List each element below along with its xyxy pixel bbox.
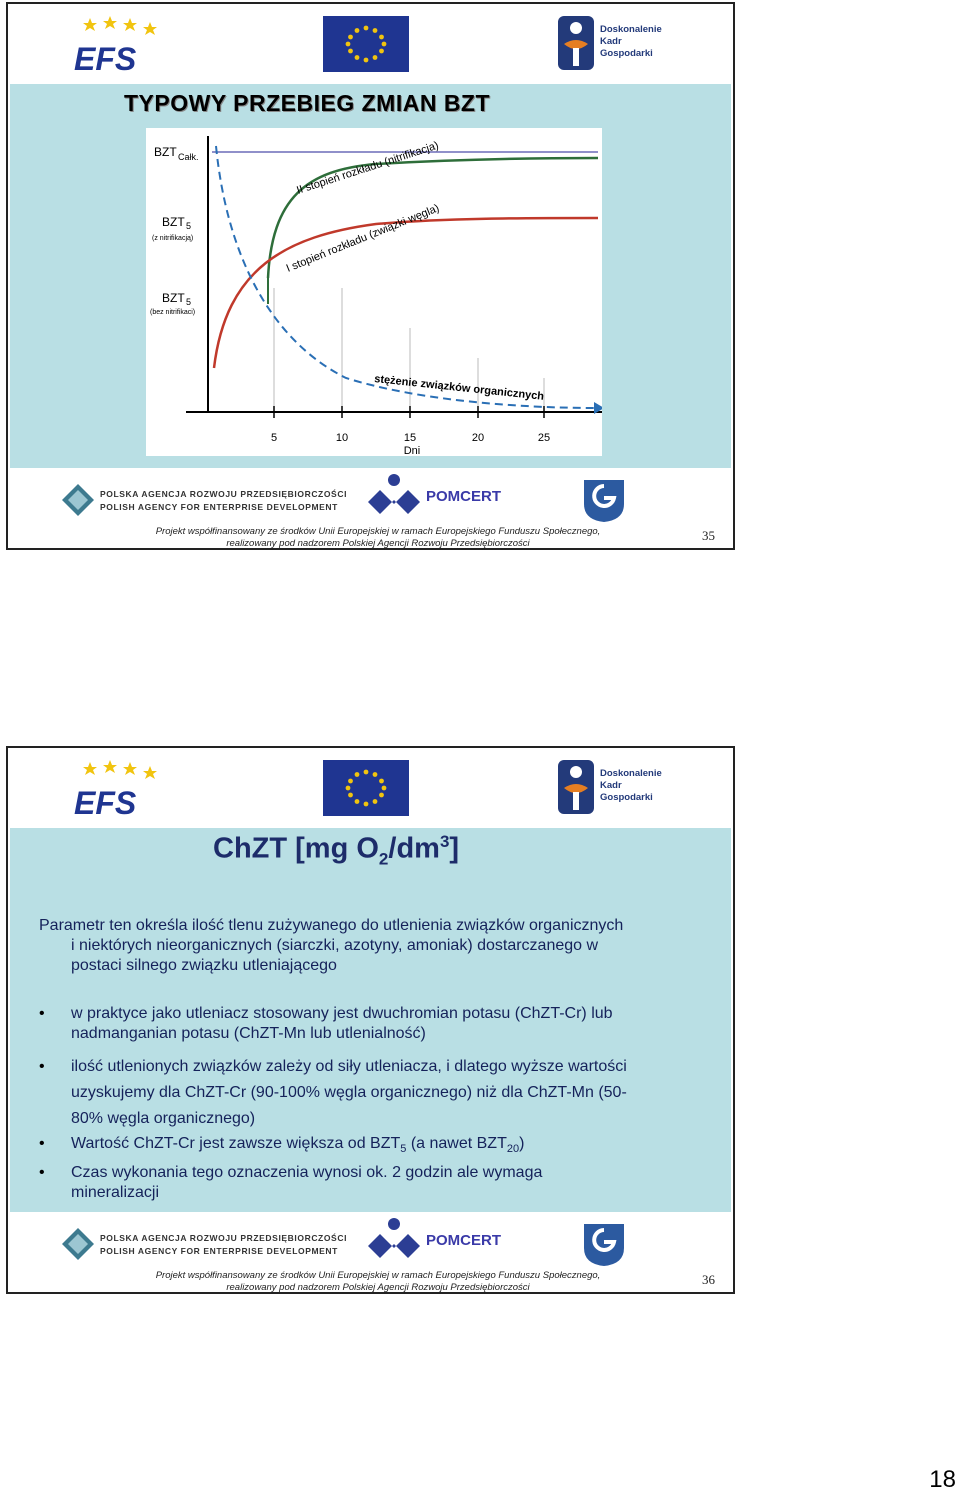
- y-label-low-note: (bez nitrifikaci): [150, 309, 196, 316]
- dkg-line-3: Gospodarki: [600, 48, 653, 59]
- bullet-item: [39, 1163, 729, 1203]
- footer: [8, 1212, 733, 1292]
- x-axis-label: Dni: [403, 445, 421, 456]
- parp-emblem-icon: [60, 482, 96, 518]
- header-logos: [8, 748, 733, 828]
- bullet-item: [39, 1004, 729, 1044]
- header-logos: [8, 4, 733, 84]
- title-sub: 2: [378, 849, 389, 869]
- dkg-logo: [556, 14, 706, 74]
- bullet-line: • w praktyce jako utleniacz stosowany jest dwuchromian potasu (ChZT-Cr) lub: [71, 1005, 613, 1022]
- bullet-line: uzyskujemy dla ChZT-Cr (90-100% węgla organicznego) niż dla ChZT-Mn (50-: [71, 1084, 627, 1101]
- slide-number: 36: [702, 1272, 715, 1287]
- title-main: ChZT [mg O: [213, 832, 379, 865]
- parp-line-2: POLISH AGENCY FOR ENTERPRISE DEVELOPMENT: [100, 1246, 338, 1256]
- bullet-text: Wartość ChZT-Cr jest zawsze większa od BZT: [71, 1135, 401, 1152]
- dkg-line-1: Doskonalenie: [600, 768, 662, 779]
- funding-note: [88, 1270, 668, 1294]
- x-tick-label: 25: [537, 432, 551, 444]
- dkg-line-2: Kadr: [600, 780, 622, 791]
- crest-icon: [580, 1220, 628, 1268]
- page-number: 18: [929, 1466, 956, 1493]
- label-decay-curve: stężenie związków organicznych: [373, 373, 545, 403]
- title-end: ]: [449, 832, 460, 865]
- title-sup: 3: [439, 832, 450, 851]
- dkg-logo: [556, 758, 706, 818]
- bullet-sub: 5: [400, 1143, 407, 1156]
- bullet-text: ): [519, 1135, 525, 1152]
- efs-logo: [70, 758, 170, 820]
- y-label-low-sub: 5: [186, 297, 192, 307]
- dkg-line-1: Doskonalenie: [600, 24, 662, 35]
- title-mid: /dm: [388, 832, 440, 865]
- dkg-emblem-icon: [556, 758, 596, 816]
- parp-line-1: POLSKA AGENCJA ROZWOJU PRZEDSIĘBIORCZOŚCI: [100, 489, 348, 499]
- curve-carbon: [214, 218, 598, 368]
- x-tick-label: 20: [471, 432, 485, 444]
- intro-paragraph: [39, 916, 699, 976]
- dkg-emblem-icon: [556, 14, 596, 72]
- y-label-mid-sub: 5: [186, 221, 192, 231]
- pomcert-text: POMCERT: [426, 1232, 501, 1249]
- parp-logo: [60, 1226, 348, 1266]
- pomcert-emblem-icon: [364, 1216, 424, 1266]
- crest-icon: [580, 476, 628, 524]
- bullet-line: 80% węgla organicznego): [71, 1110, 256, 1127]
- bullet-line: • Czas wykonania tego oznaczenia wynosi ok. 2 godzin ale wymaga: [71, 1164, 543, 1182]
- intro-line: Parametr ten określa ilość tlenu zużywanego do utlenienia związków organicznych: [39, 917, 624, 934]
- bullet-list: [39, 1004, 729, 1211]
- slide-35: [6, 2, 735, 550]
- y-label-low: BZT: [162, 291, 185, 305]
- x-tick-label: 10: [335, 432, 349, 444]
- label-upper-curve: II stopień rozkładu (nitrifikacja): [295, 139, 441, 197]
- dkg-line-3: Gospodarki: [600, 792, 653, 803]
- bzt-chart: [146, 128, 602, 456]
- bullet-text: (a nawet BZT: [406, 1135, 507, 1152]
- funding-line-1: Projekt współfinansowany ze środków Unii Europejskiej w ramach Europejskiego Funduszu Społecznego,: [155, 526, 601, 537]
- x-tick-label: 15: [403, 432, 417, 444]
- funding-line-2: realizowany pod nadzorem Polskiej Agencji Rozwoju Przedsiębiorczości: [226, 1282, 530, 1293]
- bullet-item: [39, 1134, 729, 1159]
- bzt-chart-svg: [146, 128, 602, 456]
- bullet-line: mineralizacji: [71, 1184, 160, 1202]
- label-lower-curve: I stopień rozkładu (związki węgla): [284, 202, 442, 275]
- dkg-text: [600, 24, 662, 60]
- eu-flag-logo: [323, 760, 409, 816]
- eu-flag-logo: [323, 16, 409, 72]
- svg-text:EFS: EFS: [74, 41, 137, 76]
- intro-line: i niektórych nieorganicznych (siarczki, azotyny, amoniak) dostarczanego w: [71, 937, 599, 954]
- y-label-mid-note: (z nitrifikacją): [152, 235, 194, 242]
- slide-title: [8, 832, 729, 869]
- bullet-sub: 20: [506, 1143, 520, 1156]
- funding-line-1: Projekt współfinansowany ze środków Unii Europejskiej w ramach Europejskiego Funduszu Społecznego,: [155, 1270, 601, 1281]
- parp-line-1: POLSKA AGENCJA ROZWOJU PRZEDSIĘBIORCZOŚCI: [100, 1233, 348, 1243]
- slide-title: TYPOWY PRZEBIEG ZMIAN BZT: [124, 90, 491, 116]
- y-label-mid: BZT: [162, 215, 185, 229]
- bullet-item: [39, 1054, 729, 1132]
- bullet-line: nadmanganian potasu (ChZT-Mn lub utlenialność): [71, 1025, 426, 1042]
- parp-logo: [60, 482, 348, 522]
- funding-line-2: realizowany pod nadzorem Polskiej Agencji Rozwoju Przedsiębiorczości: [226, 538, 530, 549]
- curve-decay: [216, 146, 596, 408]
- intro-line: postaci silnego związku utleniającego: [71, 957, 337, 974]
- funding-note: [88, 526, 668, 550]
- slide-36: [6, 746, 735, 1294]
- pomcert-emblem-icon: [364, 472, 424, 522]
- efs-logo: [70, 14, 170, 76]
- x-tick-label: 5: [270, 432, 278, 444]
- parp-emblem-icon: [60, 1226, 96, 1262]
- dkg-line-2: Kadr: [600, 36, 622, 47]
- dkg-text: [600, 768, 662, 804]
- y-label-top: BZT: [154, 145, 177, 159]
- bullet-line: • ilość utlenionych związków zależy od siły utleniacza, i dlatego wyższe wartości: [71, 1058, 627, 1075]
- y-label-top-sub: Całk.: [178, 152, 199, 162]
- parp-line-2: POLISH AGENCY FOR ENTERPRISE DEVELOPMENT: [100, 502, 338, 512]
- slide-number: 35: [702, 528, 715, 543]
- footer: [8, 468, 733, 548]
- pomcert-text: POMCERT: [426, 488, 501, 505]
- svg-text:EFS: EFS: [74, 785, 137, 820]
